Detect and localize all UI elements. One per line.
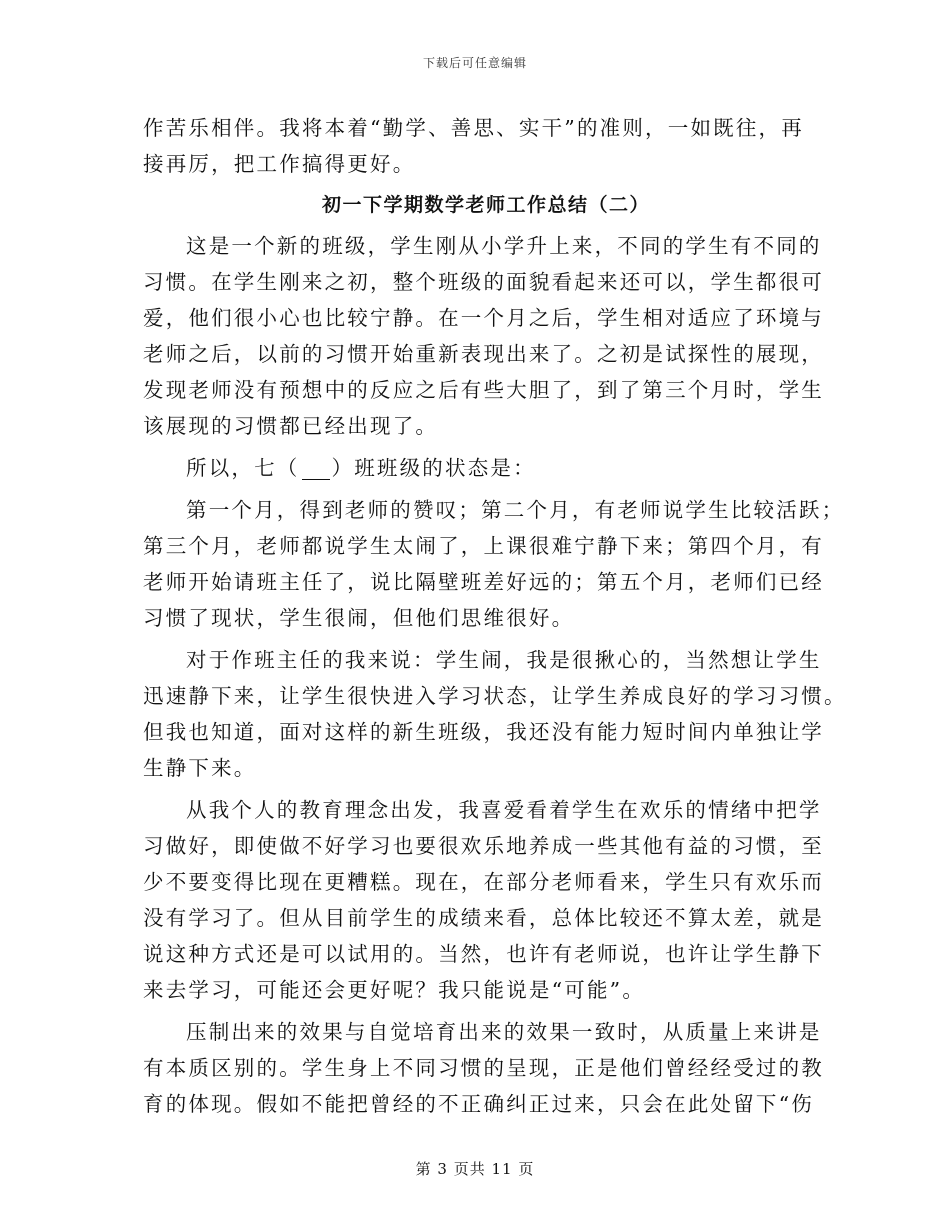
text-line: 育的体现。假如不能把曾经的不正确纠正过来，只会在此处留下“伤 [143, 1092, 814, 1116]
text-line: 压制出来的效果与自觉培育出来的效果一致时，从质量上来讲是 [186, 1020, 822, 1044]
text-line: 习做好，即使做不好学习也要很欢乐地养成一些其他有益的习惯，至 [143, 834, 824, 858]
text-line: 对于作班主任的我来说：学生闹，我是很揪心的，当然想让学生 [186, 648, 822, 672]
text-line [143, 450, 809, 486]
intro-paragraph [143, 110, 809, 182]
text-line: 没有学习了。但从目前学生的成绩来看，总体比较还不算太差，就是 [143, 906, 824, 930]
page-number-footer: 第 3 页共 11 页 [415, 1160, 535, 1178]
text-line: 爱，他们很小心也比较宁静。在一个月之后，学生相对适应了环境与 [143, 306, 824, 330]
page-header: 下载后可任意编辑 [422, 56, 527, 70]
text-line: 接再厉，把工作搞得更好。 [143, 152, 416, 176]
paragraph-2 [143, 450, 809, 486]
text-line: 说这种方式还是可以试用的。当然，也许有老师说，也许让学生静下 [143, 942, 824, 966]
text-line: 发现老师没有预想中的反应之后有些大胆了，到了第三个月时，学生 [143, 378, 824, 402]
text-line: 这是一个新的班级，学生刚从小学升上来，不同的学生有不同的 [186, 234, 822, 258]
document-body [143, 110, 847, 1128]
text-line: 少不要变得比现在更糟糕。现在，在部分老师看来，学生只有欢乐而 [143, 870, 824, 894]
text-after-blank: ）班班级的状态是： [331, 456, 536, 480]
text-line: 从我个人的教育理念出发，我喜爱看着学生在欢乐的情绪中把学 [186, 798, 822, 822]
text-before-blank: 所以，七（ [186, 456, 300, 480]
text-line: 迅速静下来，让学生很快进入学习状态，让学生养成良好的学习习惯。 [143, 684, 847, 708]
paragraph-4 [143, 642, 847, 786]
text-line: 第一个月，得到老师的赞叹；第二个月，有老师说学生比较活跃； [186, 498, 845, 522]
text-line: 习惯。在学生刚来之初，整个班级的面貌看起来还可以，学生都很可 [143, 270, 824, 294]
section-title: 初一下学期数学老师工作总结（二） [321, 194, 650, 216]
paragraph-1 [143, 228, 824, 444]
text-line: 该展现的习惯都已经出现了。 [143, 414, 439, 438]
paragraph-6 [143, 1014, 824, 1122]
text-line: 习惯了现状，学生很闹，但他们思维很好。 [143, 606, 575, 630]
text-line: 老师之后，以前的习惯开始重新表现出来了。之初是试探性的展现， [143, 342, 824, 366]
paragraph-5 [143, 792, 824, 1008]
text-line: 来去学习，可能还会更好呢？我只能说是“可能”。 [143, 978, 646, 1002]
paragraph-3 [143, 492, 845, 636]
text-line: 老师开始请班主任了，说比隔壁班差好远的；第五个月，老师们已经 [143, 570, 824, 594]
text-line: 生静下来。 [143, 756, 257, 780]
text-line: 第三个月，老师都说学生太闹了，上课很难宁静下来；第四个月，有 [143, 534, 824, 558]
fill-in-blank [302, 457, 330, 480]
text-line: 作苦乐相伴。我将本着“勤学、善思、实干”的准则，一如既往，再 [143, 116, 804, 140]
text-line: 但我也知道，面对这样的新生班级，我还没有能力短时间内单独让学 [143, 720, 824, 744]
text-line: 有本质区别的。学生身上不同习惯的呈现，正是他们曾经经受过的教 [143, 1056, 824, 1080]
